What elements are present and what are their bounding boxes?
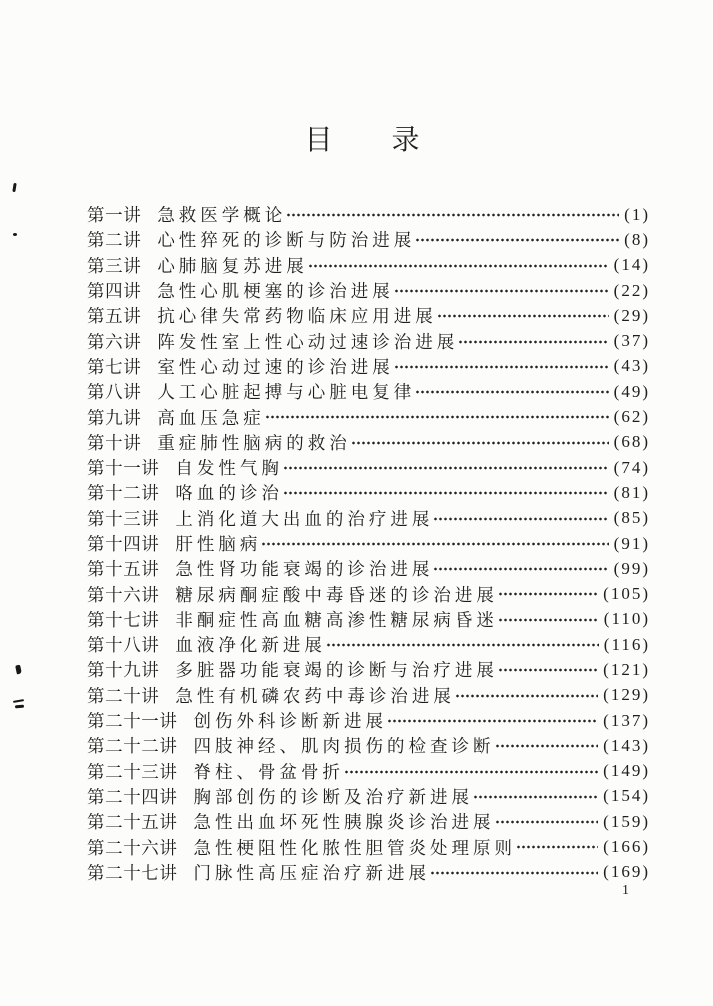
- toc-entry-title: 咯血的诊治: [175, 483, 283, 504]
- toc-entry: [87, 581, 650, 606]
- dot-leader: [498, 657, 598, 682]
- dot-leader: [415, 379, 608, 404]
- toc-entry: [87, 683, 650, 708]
- toc-entry-title: 室性心动过速的诊治进展: [157, 356, 394, 377]
- toc-entry-page: (99): [613, 558, 650, 578]
- toc-entry-number: 第四讲: [87, 281, 142, 302]
- toc-entry-number: 第十九讲: [87, 660, 160, 681]
- toc-entry-number: 第十八讲: [87, 635, 160, 656]
- scan-speck: [15, 705, 24, 708]
- toc-entry: [87, 784, 650, 809]
- dot-leader: [495, 733, 599, 758]
- toc-entry-number: 第一讲: [87, 205, 142, 226]
- toc-entry: [87, 253, 650, 278]
- toc-entry-number: 第二讲: [87, 230, 142, 251]
- toc-entry-title: 急性心肌梗塞的诊治进展: [157, 281, 394, 302]
- toc-entry: [87, 860, 650, 885]
- toc-entry-number: 第二十五讲: [87, 812, 178, 833]
- toc-entry: [87, 607, 650, 632]
- toc-entry: [87, 354, 650, 379]
- toc-entry-title: 门脉性高压症治疗新进展: [193, 862, 430, 883]
- toc-entry: [87, 759, 650, 784]
- toc-entry-number: 第六讲: [87, 331, 142, 352]
- dot-leader: [265, 404, 609, 429]
- toc-entry: [87, 455, 650, 480]
- dot-leader: [433, 556, 608, 581]
- toc-entry-page: (62): [613, 407, 650, 427]
- toc-entry-page: (159): [603, 811, 650, 831]
- toc-entry-title: 急性出血坏死性胰腺炎诊治进展: [193, 812, 495, 833]
- toc-entry-number: 第二十二讲: [87, 736, 178, 757]
- toc-entry-number: 第二十三讲: [87, 761, 178, 782]
- toc-entry-number: 第十四讲: [87, 534, 160, 554]
- toc-entry: [87, 834, 650, 859]
- toc-entry: [87, 506, 650, 531]
- dot-leader: [437, 303, 609, 328]
- dot-leader: [430, 860, 598, 885]
- toc-entry-title: 急性肾功能衰竭的诊治进展: [175, 559, 434, 580]
- toc-entry-page: (137): [603, 710, 650, 730]
- dot-leader: [283, 480, 609, 505]
- toc-entry: [87, 556, 650, 581]
- scan-speck: [13, 699, 24, 703]
- toc-entry-number: 第二十四讲: [87, 786, 178, 807]
- toc-entry-page: (85): [613, 508, 650, 528]
- toc-entry: [87, 657, 650, 682]
- toc-entry-title: 上消化道大出血的治疗进展: [175, 508, 434, 529]
- toc-entry-page: (8): [624, 229, 650, 249]
- toc-entry-page: (22): [613, 280, 650, 300]
- toc-entry-title: 重症肺性脑病的救治: [157, 432, 351, 453]
- toc-entry: [87, 531, 650, 556]
- toc-entry-page: (121): [603, 659, 650, 679]
- toc-entry-number: 第十三讲: [87, 508, 160, 529]
- toc-entry-number: 第十一讲: [87, 458, 160, 479]
- dot-leader: [433, 506, 608, 531]
- toc-entry-title: 自发性气胸: [175, 458, 283, 479]
- page-title: 目 录: [304, 125, 421, 156]
- dot-leader: [326, 632, 599, 657]
- toc-entry: [87, 278, 650, 303]
- toc-entry-page: (129): [603, 685, 650, 705]
- toc-entry-number: 第十七讲: [87, 609, 160, 630]
- scan-speck: [15, 665, 22, 675]
- toc-entry-number: 第十五讲: [87, 559, 160, 580]
- dot-leader: [394, 278, 609, 303]
- toc-entry: [87, 480, 650, 505]
- dot-leader: [455, 683, 598, 708]
- toc-entry-number: 第二十七讲: [87, 862, 178, 883]
- toc-entry-number: 第八讲: [87, 382, 142, 403]
- toc-entry: [87, 202, 650, 227]
- toc-entry: [87, 227, 650, 252]
- toc-entry-title: 肝性脑病: [175, 534, 262, 554]
- toc-entry-title: 创伤外科诊断新进展: [193, 711, 387, 732]
- toc-entry-number: 第九讲: [87, 407, 142, 428]
- toc-entry-title: 抗心律失常药物临床应用进展: [157, 306, 437, 327]
- dot-leader: [344, 759, 598, 784]
- toc-entry-page: (37): [613, 331, 650, 351]
- dot-leader: [473, 784, 598, 809]
- dot-leader: [415, 227, 619, 252]
- footer-page-number: 1: [622, 883, 629, 898]
- toc-entry: [87, 733, 650, 758]
- toc-entry-number: 第十六讲: [87, 584, 160, 605]
- toc-entry-title: 血液净化新进展: [175, 635, 326, 656]
- toc-entry-title: 急救医学概论: [157, 205, 287, 226]
- toc-entry: [87, 328, 650, 353]
- toc-entry-number: 第二十六讲: [87, 837, 178, 858]
- toc-entry-title: 多脏器功能衰竭的诊断与治疗进展: [175, 660, 498, 681]
- toc-entry-page: (169): [603, 862, 650, 882]
- toc-entry-number: 第三讲: [87, 255, 142, 276]
- toc-entry-title: 非酮症性高血糖高渗性糖尿病昏迷: [175, 609, 498, 630]
- toc-entry-title: 心肺脑复苏进展: [157, 255, 308, 276]
- toc-entry: [87, 809, 650, 834]
- toc-entry-number: 第七讲: [87, 356, 142, 377]
- toc-entry-title: 阵发性室上性心动过速诊治进展: [157, 331, 459, 352]
- toc-list: [87, 202, 650, 885]
- toc-entry-page: (110): [603, 609, 650, 629]
- toc-entry-number: 第五讲: [87, 306, 142, 327]
- dot-leader: [394, 354, 609, 379]
- toc-entry-page: (149): [603, 761, 650, 781]
- toc-entry: [87, 430, 650, 455]
- toc-entry-title: 四肢神经、肌肉损伤的检查诊断: [193, 736, 495, 757]
- dot-leader: [498, 581, 598, 606]
- dot-leader: [458, 328, 608, 353]
- toc-entry-page: (68): [613, 432, 650, 452]
- toc-entry-page: (116): [603, 634, 650, 654]
- toc-entry-page: (43): [613, 356, 650, 376]
- toc-entry: [87, 303, 650, 328]
- dot-leader: [286, 202, 619, 227]
- toc-entry-page: (166): [603, 837, 650, 857]
- toc-entry-title: 脊柱、骨盆骨折: [193, 761, 344, 782]
- scan-speck: [13, 233, 17, 236]
- toc-entry: [87, 404, 650, 429]
- dot-leader: [308, 253, 609, 278]
- toc-entry-page: (49): [613, 381, 650, 401]
- toc-entry: [87, 632, 650, 657]
- dot-leader: [498, 607, 599, 632]
- toc-entry-page: (154): [603, 786, 650, 806]
- toc-entry-number: 第十讲: [87, 432, 142, 453]
- toc-entry-title: 高血压急症: [157, 407, 265, 428]
- toc-entry-number: 第二十讲: [87, 685, 160, 706]
- toc-entry-page: (105): [603, 584, 650, 604]
- toc-entry-title: 人工心脏起搏与心脏电复律: [157, 382, 416, 403]
- dot-leader: [283, 455, 609, 480]
- dot-leader: [516, 834, 598, 859]
- toc-entry-title: 急性梗阻性化脓性胆管炎处理原则: [193, 837, 516, 858]
- toc-entry-page: (74): [613, 457, 650, 477]
- scan-speck: [12, 183, 16, 192]
- toc-entry-title: 急性有机磷农药中毒诊治进展: [175, 685, 455, 706]
- toc-entry-number: 第二十一讲: [87, 711, 178, 732]
- dot-leader: [261, 531, 608, 556]
- toc-entry-page: (81): [613, 482, 650, 502]
- toc-entry-title: 糖尿病酮症酸中毒昏迷的诊治进展: [175, 584, 498, 605]
- toc-entry-page: (29): [613, 305, 650, 325]
- toc-entry-page: (1): [624, 204, 650, 224]
- dot-leader: [387, 708, 598, 733]
- toc-entry-title: 胸部创伤的诊断及治疗新进展: [193, 786, 473, 807]
- dot-leader: [351, 430, 609, 455]
- toc-entry-page: (143): [603, 735, 650, 755]
- toc-entry: [87, 379, 650, 404]
- toc-entry: [87, 708, 650, 733]
- toc-entry-title: 心性猝死的诊断与防治进展: [157, 230, 416, 251]
- dot-leader: [495, 809, 599, 834]
- toc-entry-number: 第十二讲: [87, 483, 160, 504]
- toc-entry-page: (14): [613, 255, 650, 275]
- toc-entry-page: (91): [613, 533, 650, 553]
